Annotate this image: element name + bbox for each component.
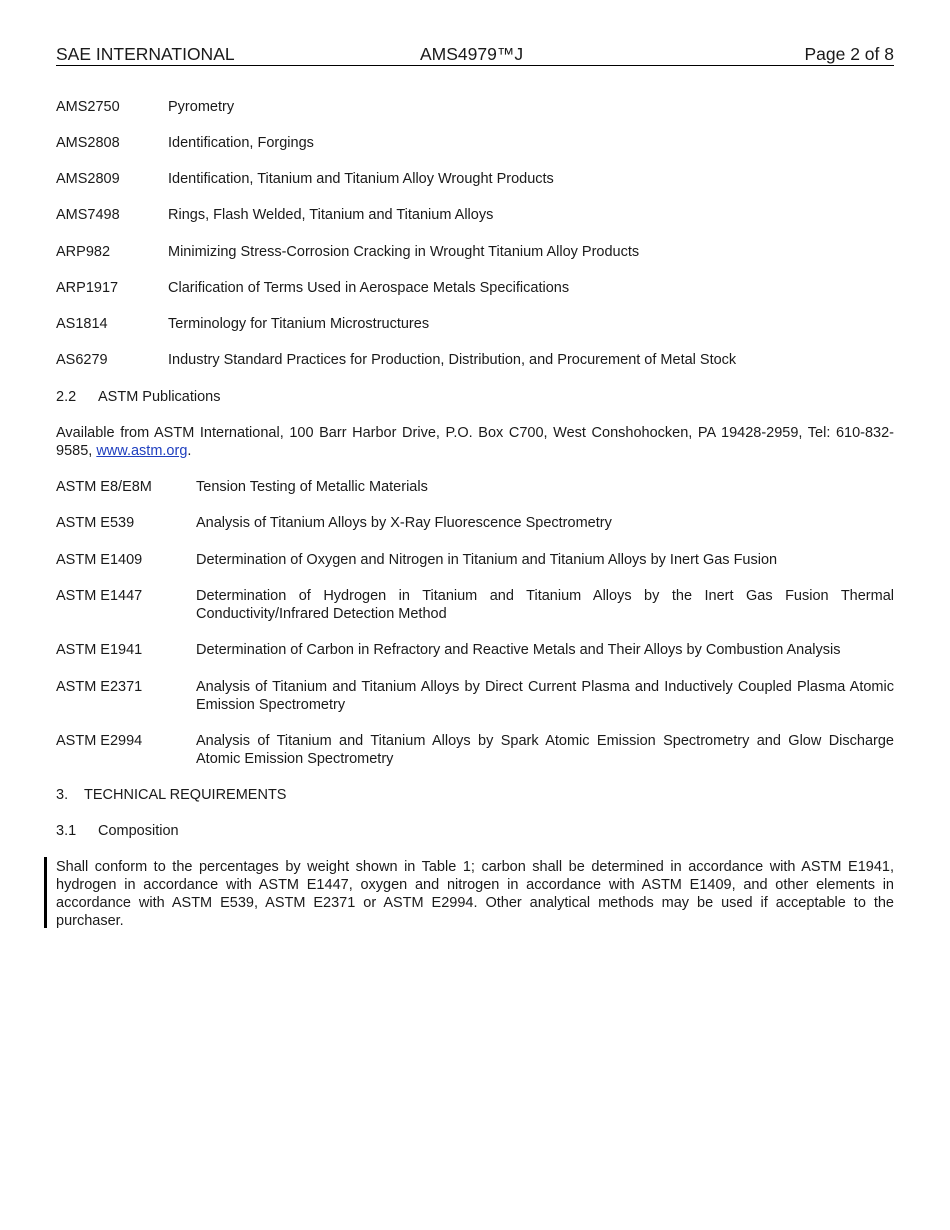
reference-title: Terminology for Titanium Microstructures [168,316,430,332]
availability-period: . [187,443,192,459]
reference-title: Identification, Forgings [168,135,314,151]
astm-website-link[interactable]: www.astm.org [96,443,188,459]
composition-paragraph: Shall conform to the percentages by weight shown in Table 1; carbon shall be determined in accordance with ASTM E1941, hydrogen in accordance with ASTM E1447, oxygen and nitrogen in accordance with ASTM E1409, and other elements in accordance with ASTM E539, ASTM E2371 or ASTM E2994. Other analytical methods may be used if acceptable to the purchaser. [56,859,894,929]
reference-code: ASTM E2994 [56,733,143,749]
reference-title: Analysis of Titanium and Titanium Alloys by Direct Current Plasma and Inductively Coupled Plasma Atomic Emission Spectrometry [196,679,894,713]
section-title: Composition [98,823,179,839]
page-number: Page 2 of 8 [804,44,894,64]
reference-title: Determination of Hydrogen in Titanium and Titanium Alloys by the Inert Gas Fusion Thermal Conductivity/Infrared Detection Method [196,588,894,622]
reference-title: Identification, Titanium and Titanium Alloy Wrought Products [168,171,554,187]
section-heading-3-1 [56,822,894,840]
section-title: ASTM Publications [98,389,221,405]
section-heading-2-2 [56,388,894,406]
reference-code: ASTM E1409 [56,552,143,568]
reference-code: ASTM E1941 [56,642,143,658]
section-number: 3.1 [56,823,77,839]
reference-code: AMS2750 [56,99,120,115]
reference-title: Analysis of Titanium and Titanium Alloys by Spark Atomic Emission Spectrometry and Glow Discharge Atomic Emission Spectrometry [196,733,894,767]
reference-title: Minimizing Stress-Corrosion Cracking in Wrought Titanium Alloy Products [168,244,640,260]
reference-code: ARP1917 [56,280,119,296]
section-number: 2.2 [56,389,77,405]
reference-title: Clarification of Terms Used in Aerospace Metals Specifications [168,280,570,296]
reference-code: ARP982 [56,244,111,260]
reference-title: Determination of Carbon in Refractory and Reactive Metals and Their Alloys by Combustion Analysis [196,642,841,658]
astm-availability-paragraph [56,424,894,460]
availability-text: Available from ASTM International, 100 Barr Harbor Drive, P.O. Box C700, West Conshohocken, PA 19428-2959, Tel: 610-832-9585, [56,425,894,459]
reference-code: AMS2808 [56,135,120,151]
section-title: TECHNICAL REQUIREMENTS [84,787,287,803]
reference-code: AS6279 [56,352,108,368]
reference-code: ASTM E1447 [56,588,143,604]
reference-code: ASTM E2371 [56,679,143,695]
reference-title: Industry Standard Practices for Production, Distribution, and Procurement of Metal Stock [168,352,737,368]
reference-title: Tension Testing of Metallic Materials [196,479,428,495]
section-number: 3. [56,787,69,803]
reference-title: Pyrometry [168,99,235,115]
reference-code: AS1814 [56,316,108,332]
reference-code: ASTM E8/E8M [56,479,152,495]
reference-title: Determination of Oxygen and Nitrogen in Titanium and Titanium Alloys by Inert Gas Fusion [196,552,778,568]
reference-code: AMS7498 [56,207,120,223]
section-heading-3 [56,786,894,804]
reference-code: ASTM E539 [56,515,135,531]
page-header [56,44,894,66]
revision-change-bar [44,857,47,928]
document-number: AMS4979™J [420,44,524,64]
publisher-name: SAE INTERNATIONAL [56,44,235,64]
reference-title: Rings, Flash Welded, Titanium and Titanium Alloys [168,207,494,223]
reference-title: Analysis of Titanium Alloys by X-Ray Fluorescence Spectrometry [196,515,612,531]
reference-code: AMS2809 [56,171,120,187]
